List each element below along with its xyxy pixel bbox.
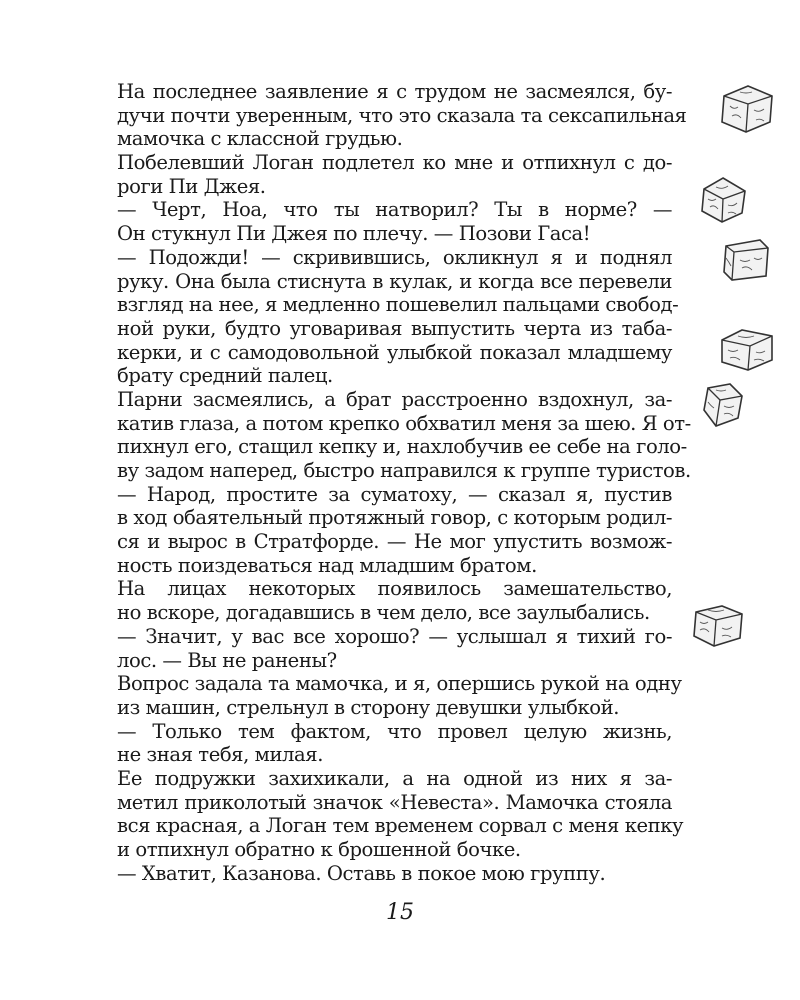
text-line: ной руки, будто уговаривая выпустить черта из таба- [117,316,672,340]
text-line: дучи почти уверенным, что это сказала та сексапильная [117,103,687,127]
ice-cube-icon [718,326,776,374]
text-line: Вопрос задала та мамочка, и я, опершись рукой на одну [117,672,682,696]
text-line: и отпихнул обратно к брошенной бочке. [117,838,521,861]
text-line: Побелевший Логан подлетел ко мне и отпихнул с до- [117,151,672,175]
text-line: ву задом наперед, быстро направился к группе туристов. [117,459,691,482]
text-line: из машин, стрельнул в сторону девушки улыбкой. [117,695,620,719]
ice-cube-icon [722,238,772,282]
text-line: — Народ, простите за суматоху, — сказал я, пустив [117,482,672,506]
text-line: — Подожди! — скривившись, окликнул я и поднял [117,245,672,269]
text-line: Парни засмеялись, а брат расстроенно вздохнул, за- [117,387,672,411]
text-line: но вскоре, догадавшись в чем дело, все заулыбались. [117,601,650,625]
text-line: в ход обаятельный протяжный говор, с которым родил- [117,506,673,530]
text-line: Он стукнул Пи Джея по плечу. — Позови Гаса! [117,222,591,246]
page-number: 15 [386,900,414,925]
text-line: На лицах некоторых появилось замешательство, [117,577,672,601]
text-line: катив глаза, а потом крепко обхватил меня за шею. Я от- [117,411,691,435]
ice-cube-icon [718,82,776,134]
ice-cube-icon [690,602,746,650]
text-line: лос. — Вы не ранены? [117,648,337,672]
text-line: метил приколотый значок «Невеста». Мамочка стояла [117,790,672,814]
body-text [117,80,691,885]
text-line: руку. Она была стиснута в кулак, и когда все перевели [117,269,672,293]
text-line: На последнее заявление я с трудом не засмеялся, бу- [117,80,672,103]
text-line: — Черт, Ноа, что ты натворил? Ты в норме? — [117,198,672,222]
text-line: взгляд на нее, я медленно пошевелил пальцами свобод- [117,293,679,317]
text-line: роги Пи Джея. [117,174,266,198]
text-line: вся красная, а Логан тем временем сорвал с меня кепку [117,814,684,838]
text-line: керки, и с самодовольной улыбкой показал младшему [117,340,672,364]
text-line: — Хватит, Казанова. Оставь в покое мою группу. [117,861,606,885]
text-line: — Только тем фактом, что провел целую жизнь, [117,719,672,743]
text-line: ность поиздеваться над младшим братом. [117,553,537,577]
text-line: ся и вырос в Стратфорде. — Не мог упустить возмож- [117,530,672,554]
text-line: — Значит, у вас все хорошо? — услышал я тихий го- [117,624,672,648]
ice-cube-icon [700,382,746,428]
ice-cube-icon [698,175,748,225]
text-line: не зная тебя, милая. [117,743,323,767]
text-line: пихнул его, стащил кепку и, нахлобучив ее себе на голо- [117,435,687,459]
text-line: мамочка с классной грудью. [117,127,403,151]
text-line: Ее подружки захихикали, а на одной из них я за- [117,766,672,790]
text-line: брату средний палец. [117,364,333,388]
